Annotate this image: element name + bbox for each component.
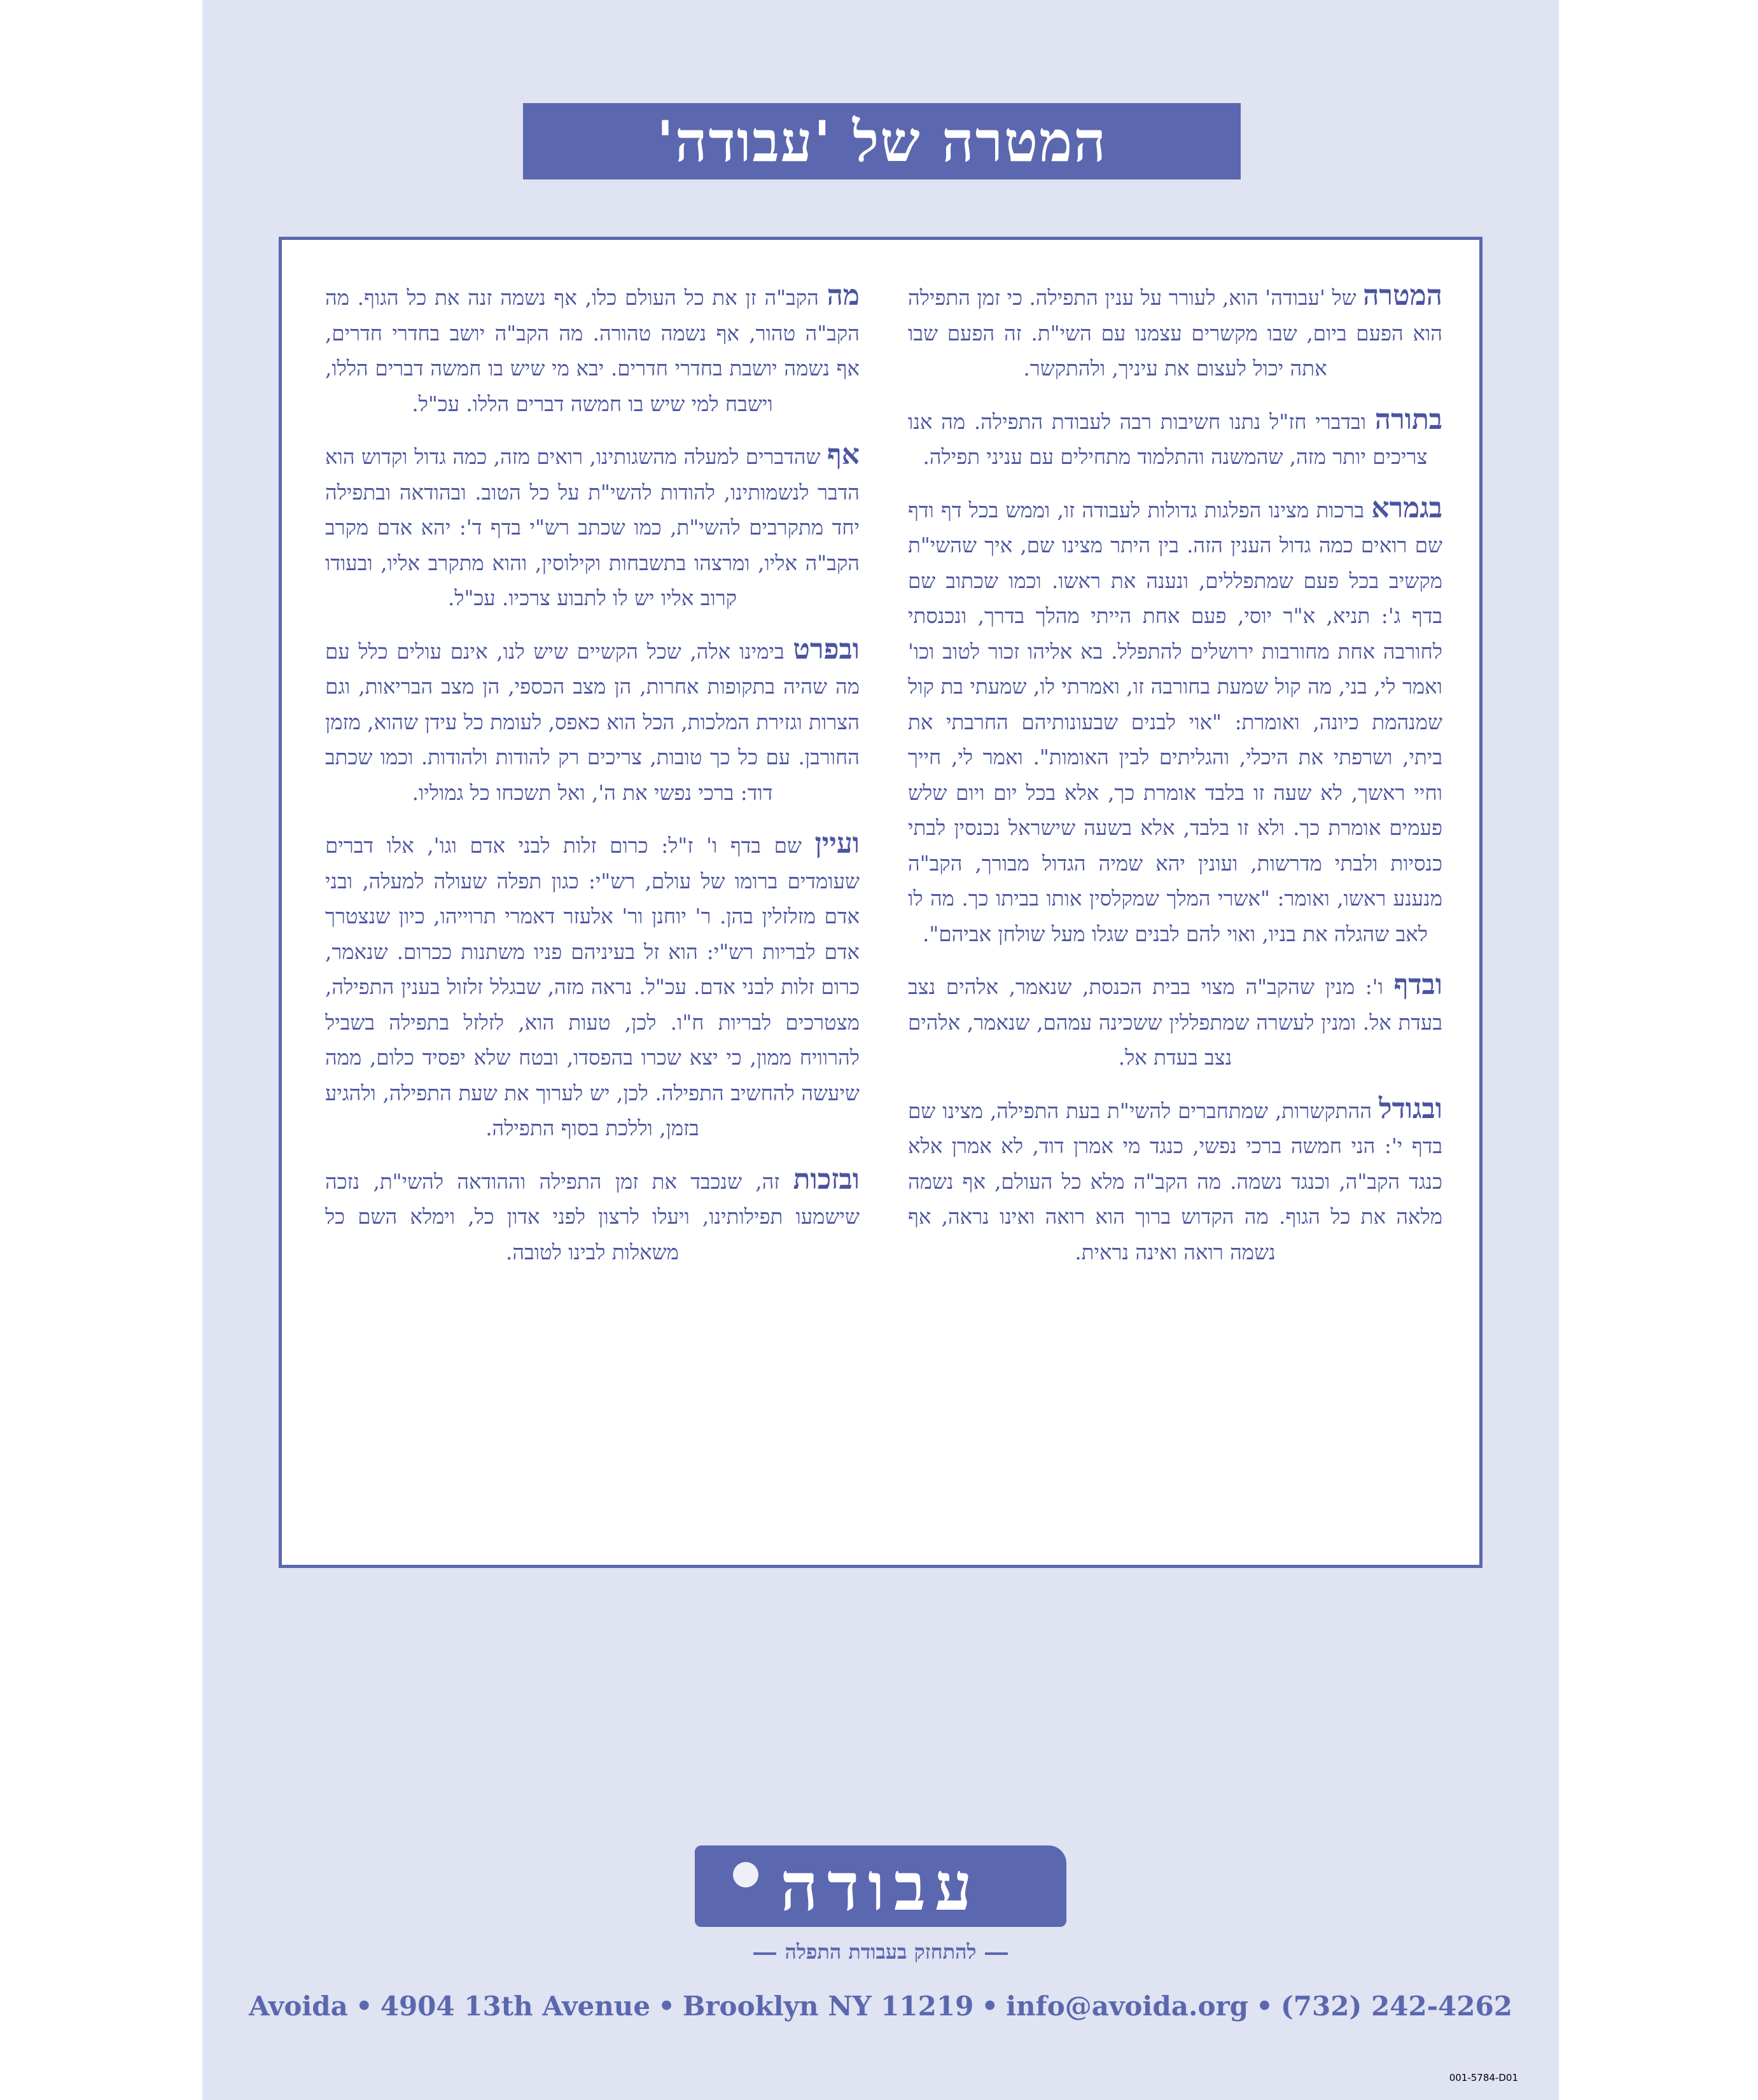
poster <box>202 0 1559 2100</box>
paragraph-lead: אף <box>827 438 860 471</box>
logo-text: עבודה <box>780 1847 981 1926</box>
paragraph-text: ברכות מצינו הפלגות גדולות לעבודה זו, וממש בכל דף ודף שם רואים כמה גדול הענין הזה. בין היתר מצינו שם, איך שהשי"ת מקשיב בכל פעם שמתפללים, ונענה את ראשו. וכמו שכתוב שם בדף ג': תניא, א"ר יוסי, פעם אחת הייתי מהלך בדרך, ונכנסתי לחורבה אחת מחורבות ירושלים להתפלל. בא אליהו זכור לטוב וכו' ואמר לי, בני, מה קול שמעת בחורבה זו, ואמרתי לו, שמעתי בת קול שמנהמת כיונה, ואומרת: "אוי לבנים שבעונותיהם החרבתי את ביתי, ושרפתי את היכלי, והגליתים לבין האומות". ואמר לי, חייך וחיי ראשך, לא שעה זו בלבד אומרת כך, אלא בכל יום ויום שלש פעמים אומרת כך. ולא זו בלבד, אלא בשעה שישראל נכנסין לבתי כנסיות ולבתי מדרשות, ועונין יהא שמיה הגדול מבורך, הקב"ה מנענע ראשו, ואומר: "אשרי המלך שמקלסין אותו בביתו כך. מה לו לאב שהגלה את בניו, ואוי להם לבנים שגלו מעל שולחן אביהם". <box>908 498 1442 946</box>
separator: • <box>981 1991 999 2022</box>
paragraph <box>325 632 860 811</box>
org-name: Avoida <box>249 1991 348 2022</box>
paragraph-lead: המטרה <box>1363 279 1442 312</box>
paragraph <box>325 1162 860 1271</box>
city-address: Brooklyn NY 11219 <box>682 1991 974 2022</box>
logo-figure-icon <box>733 1862 758 1887</box>
tagline-dash <box>985 1952 1008 1955</box>
paragraph <box>908 402 1442 475</box>
paragraph-text: שם בדף ו' ז"ל: כרום זלות לבני אדם וגו', אלו דברים שעומדים ברומו של עולם, רש"י: כגון תפלה שעולה למעלה, ובני אדם מזלזלין בהן. ר' יוחנן ור' אלעזר דאמרי תרוייהו, כיון שנצטרך אדם לבריות רש"י: הוא זל בעיניהם פניו משתנות ככרום. שנאמר, כרום זלות לבני אדם. עכ"ל. נראה מזה, שבגלל זלזול בענין התפילה, מצטרכים לבריות ח"ו. לכן, טעות הוא, לזלזל בתפילה בשביל להרוויח ממון, כי יצא שכרו בהפסדו, ובטח שלא יפסיד כלום, ממה שיעשה להחשיב התפילה. לכן, יש לערוך את שעת התפילה, ולהגיע בזמן, וללכת בסוף התפילה. <box>325 834 860 1140</box>
paragraph <box>325 826 860 1147</box>
document-code: 001-5784-D01 <box>1449 2072 1518 2083</box>
paragraph <box>908 278 1442 387</box>
paragraph <box>908 967 1442 1076</box>
paragraph-lead: ובדף <box>1393 969 1442 1001</box>
paragraph-text: הקב"ה זן את כל העולם כלו, אף נשמה זנה את כל הגוף. מה הקב"ה טהור, אף נשמה טהורה. מה הקב"ה יושב בחדרי חדרים, אף נשמה יושבת בחדרי חדרים. יבא מי שיש בו חמשה דברים הללו, וישבח למי שיש בו חמשה דברים הללו. עכ"ל. <box>325 286 860 416</box>
paragraph-text: של 'עבודה' הוא, לעורר על ענין התפילה. כי זמן התפילה הוא הפעם ביום, שבו מקשרים עצמנו עם השי"ת. זה הפעם שבו אתה יכול לעצום את עיניך, ולהתקשר. <box>908 286 1442 381</box>
paragraph-lead: ובגודל <box>1379 1092 1442 1125</box>
paragraph <box>325 278 860 422</box>
email-link[interactable]: info@avoida.org <box>1006 1991 1249 2022</box>
separator: • <box>355 1991 373 2022</box>
paragraph <box>325 437 860 617</box>
separator: • <box>658 1991 675 2022</box>
tagline-dash <box>753 1952 776 1955</box>
paragraph-text: שהדברים למעלה מהשגותינו, רואים מזה, כמה גדול וקדוש הוא הדבר לנשמותינו, להודות להשי"ת על כל הטוב. ובהודאה ובתפילה יחד מתקרבים להשי"ת, כמו שכתב רש"י בדף ד': יהא אדם מקרב הקב"ה אליו, ומרצהו בתשבחות וקילוסין, והוא מתקרב אליו, ובעודו קרוב אליו יש לו לתבוע צרכיו. עכ"ל. <box>325 445 860 610</box>
paragraph-lead: ובפרט <box>793 633 860 666</box>
text-frame <box>279 237 1482 1568</box>
paragraph-lead: מה <box>827 279 860 312</box>
paragraph-lead: בתורה <box>1374 403 1442 436</box>
paragraph-text: זה, שנכבד את זמן התפילה וההודאה להשי"ת, נזכה שישמעו תפילותינו, ויעלו לרצון לפני אדון כל, וימלא השם כל משאלות לבינו לטובה. <box>325 1169 860 1264</box>
separator: • <box>1256 1991 1273 2022</box>
paragraph-lead: ועיין <box>814 827 860 860</box>
tagline <box>202 1940 1559 1964</box>
page-title: המטרה של 'עבודה' <box>523 103 1241 179</box>
tagline-text: להתחזק בעבודת התפלה <box>785 1940 977 1964</box>
phone-number[interactable]: (732) 242-4262 <box>1280 1991 1512 2022</box>
avoida-logo <box>695 1845 1066 1927</box>
paragraph-text: בימינו אלה, שכל הקשיים שיש לנו, אינם עולים כלל עם מה שהיה בתקופות אחרות, הן מצב הכספי, הן מצב הבריאות, וגם הצרות וגזירת המלכות, הכל הוא כאפס, לעומת כל עידן שהוא, מזמן החורבן. עם כל כך טובות, צריכים רק להודות ולהודות. וכמו שכתב דוד: ברכי נפשי את ה', ואל תשכחו כל גמוליו. <box>325 639 860 805</box>
street-address: 4904 13th Avenue <box>380 1991 651 2022</box>
paragraph-text: ו': מנין שהקב"ה מצוי בבית הכנסת, שנאמר, אלהים נצב בעדת אל. ומנין לעשרה שמתפללין ששכינה עמהם, שנאמר, אלהים נצב בעדת אל. <box>908 975 1442 1070</box>
paragraph-lead: ובזכות <box>793 1163 860 1196</box>
paragraph-text: ובדברי חז"ל נתנו חשיבות רבה לעבודת התפילה. מה אנו צריכים יותר מזה, שהמשנה והתלמוד מתחילים עם עניני תפילה. <box>908 409 1428 469</box>
paragraph <box>908 1091 1442 1271</box>
right-column <box>908 278 1442 1538</box>
paragraph <box>908 491 1442 953</box>
contact-line <box>202 1991 1559 2022</box>
paragraph-text: ההתקשרות, שמתחברים להשי"ת בעת התפילה, מצינו שם בדף י': הני חמשה ברכי נפשי, כנגד מי אמרן דוד, לא אמרן אלא כנגד הקב"ה, וכנגד נשמה. מה הקב"ה מלא כל העולם, אף נשמה מלאה את כל הגוף. מה הקדוש ברוך הוא רואה ואינו נראה, אף נשמה רואה ואינה נראית. <box>908 1098 1442 1264</box>
paragraph-lead: בגמרא <box>1371 491 1442 524</box>
left-column <box>325 278 860 1538</box>
